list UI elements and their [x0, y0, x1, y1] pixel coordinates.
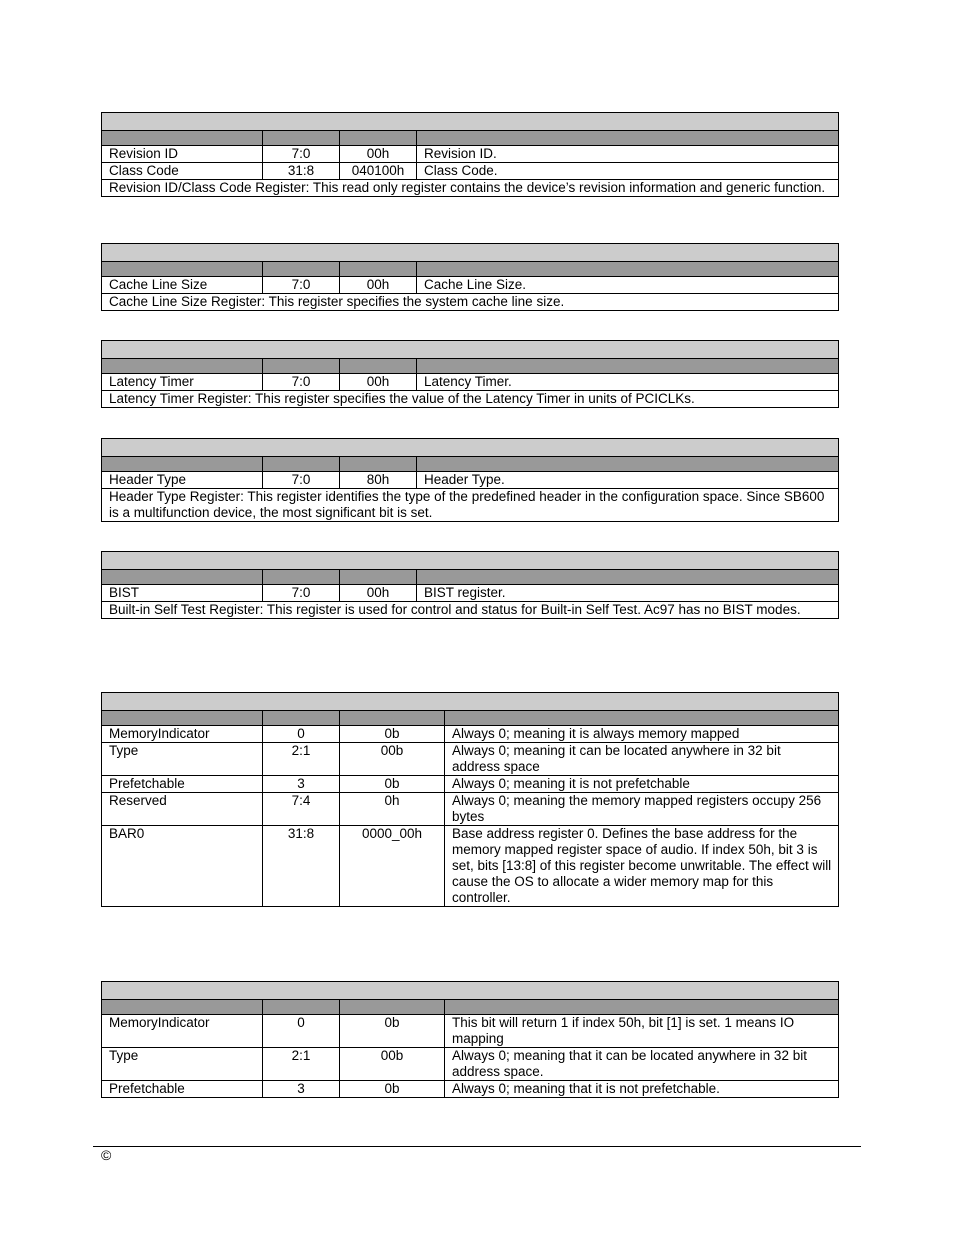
table-row: Type 2:1 00b Always 0; meaning that it can be located anywhere in 32 bit address space. [102, 1048, 839, 1081]
revision-class-code-table [101, 112, 839, 197]
bist-table [101, 551, 839, 619]
table-note-row [102, 489, 839, 522]
table-row: Latency Timer 7:0 00h Latency Timer. [102, 374, 839, 391]
table-note-row [102, 294, 839, 311]
table-row: Type 2:1 00b Always 0; meaning it can be located anywhere in 32 bit address space [102, 743, 839, 776]
bar1-table [101, 981, 839, 1098]
copyright-symbol: © [101, 1147, 112, 1163]
table-note-row [102, 391, 839, 408]
table-title-bar [102, 693, 839, 711]
table-row: BIST 7:0 00h BIST register. [102, 585, 839, 602]
table-row: Class Code 31:8 040100h Class Code. [102, 163, 839, 180]
table-row: Prefetchable 3 0b Always 0; meaning it is not prefetchable [102, 776, 839, 793]
table-title-bar [102, 552, 839, 570]
table-row: Reserved 7:4 0h Always 0; meaning the memory mapped registers occupy 256 bytes [102, 793, 839, 826]
cache-line-size-table [101, 243, 839, 311]
table-row: Header Type 7:0 80h Header Type. [102, 472, 839, 489]
table-title-bar [102, 341, 839, 359]
register-note: Cache Line Size Register: This register specifies the system cache line size. [102, 294, 839, 311]
register-note: Header Type Register: This register identifies the type of the predefined header in the configuration space. Since SB600 is a multifunction device, the most significant bit is set. [102, 489, 839, 522]
table-title-bar [102, 439, 839, 457]
table-title-bar [102, 113, 839, 131]
table-title-bar [102, 982, 839, 1000]
table-note-row [102, 180, 839, 197]
table-note-row [102, 602, 839, 619]
register-note: Revision ID/Class Code Register: This read only register contains the device’s revision information and generic function. [102, 180, 839, 197]
table-row: Cache Line Size 7:0 00h Cache Line Size. [102, 277, 839, 294]
table-row: Revision ID 7:0 00h Revision ID. [102, 146, 839, 163]
table-row: MemoryIndicator 0 0b This bit will return 1 if index 50h, bit [1] is set. 1 means IO mapping [102, 1015, 839, 1048]
bar0-table [101, 692, 839, 907]
latency-timer-table [101, 340, 839, 408]
register-note: Built-in Self Test Register: This register is used for control and status for Built-in Self Test. Ac97 has no BIST modes. [102, 602, 839, 619]
header-type-table [101, 438, 839, 522]
table-row: Prefetchable 3 0b Always 0; meaning that it is not prefetchable. [102, 1081, 839, 1098]
table-row: BAR0 31:8 0000_00h Base address register 0. Defines the base address for the memory mapped register space of audio. If index 50h, bit 3 is set, bits [13:8] of this register become unwritable. The effect will cause the OS to allocate a wider memory map for this controller. [102, 826, 839, 907]
table-title-bar [102, 244, 839, 262]
footer-rule [93, 1146, 861, 1147]
table-row: MemoryIndicator 0 0b Always 0; meaning it is always memory mapped [102, 726, 839, 743]
register-note: Latency Timer Register: This register specifies the value of the Latency Timer in units of PCICLKs. [102, 391, 839, 408]
